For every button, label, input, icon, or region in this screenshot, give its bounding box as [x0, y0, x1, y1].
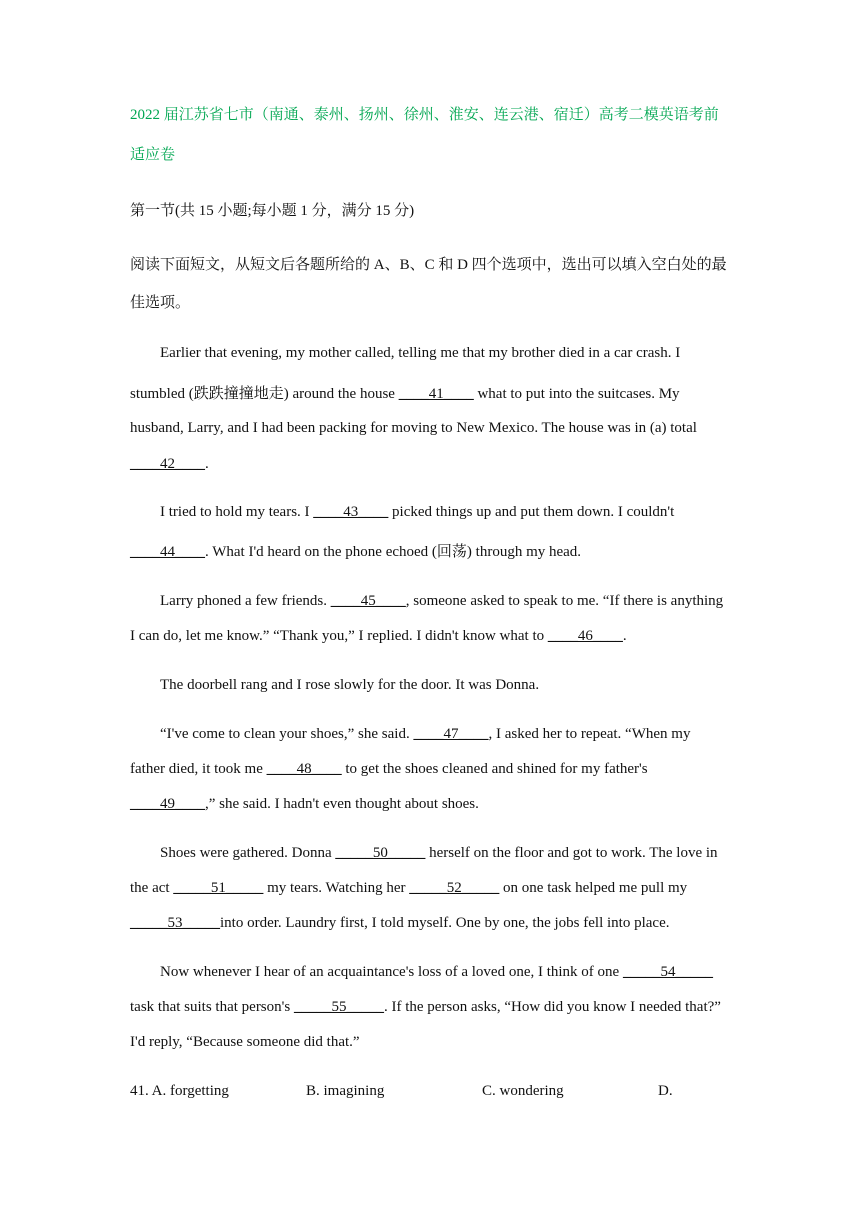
p2-text: . What I'd heard on the phone echoed (回荡) through my head.	[205, 544, 582, 560]
exam-title	[130, 95, 740, 175]
p6-line-1	[160, 845, 770, 862]
p2-line-2	[130, 540, 740, 561]
p2-text: I tried to hold my tears. I	[160, 504, 314, 520]
blank-50: _____50_____	[335, 845, 426, 861]
p2-line-1	[160, 504, 770, 521]
p1-text: stumbled (跌跌撞撞地走) around the house	[130, 386, 399, 402]
p5-text: ,” she said. I hadn't even thought about shoes.	[205, 796, 479, 812]
p3-line-2	[130, 628, 740, 645]
p6-text: Shoes were gathered. Donna	[160, 845, 336, 861]
p1-text: .	[205, 456, 209, 472]
blank-48: ____48____	[266, 761, 342, 777]
blank-55: _____55_____	[293, 999, 384, 1015]
p1-line-3: husband, Larry, and I had been packing for moving to New Mexico. The house was in (a) total	[130, 420, 697, 436]
p5-line-3	[130, 796, 740, 813]
exam-title-line-1: 2022 届江苏省七市（南通、泰州、扬州、徐州、淮安、连云港、宿迁）高考二模英语考前	[130, 107, 719, 123]
p7-line-1	[160, 964, 770, 981]
p7-line-3: I'd reply, “Because someone did that.”	[130, 1034, 360, 1050]
exam-title-line-2: 适应卷	[130, 147, 176, 163]
instruction-line-2: 佳选项。	[130, 295, 191, 311]
p5-text: , I asked her to repeat. “When my	[488, 726, 691, 742]
p5-text: “I've come to clean your shoes,” she said.	[160, 726, 414, 742]
p1-text: what to put into the suitcases. My	[473, 386, 680, 402]
p2-text: picked things up and put them down. I couldn't	[388, 504, 675, 520]
p6-text: on one task helped me pull my	[499, 880, 688, 896]
p5-line-2	[130, 761, 740, 778]
blank-44: ____44____	[130, 544, 205, 560]
p3-text: I can do, let me know.” “Thank you,” I replied. I didn't know what to	[130, 628, 548, 644]
blank-46: ____46____	[547, 628, 623, 644]
p7-text: . If the person asks, “How did you know I needed that?”	[383, 999, 721, 1015]
instruction-line-1: 阅读下面短文，从短文后各题所给的 A、B、C 和 D 四个选项中，选出可以填入空白处的最	[130, 257, 727, 273]
blank-43: ____43____	[313, 504, 389, 520]
p3-text: .	[622, 628, 627, 644]
p5-text: father died, it took me	[130, 761, 267, 777]
option-41-d: D.	[658, 1083, 673, 1099]
blank-53: _____53_____	[130, 915, 220, 931]
blank-42: ____42____	[130, 456, 205, 472]
p1-line-4	[130, 456, 740, 473]
p7-text: task that suits that person's	[130, 999, 294, 1015]
p4-line-1: The doorbell rang and I rose slowly for the door. It was Donna.	[160, 677, 540, 693]
option-41-b: B. imagining	[306, 1083, 385, 1099]
blank-47: ____47____	[413, 726, 489, 742]
p3-text: , someone asked to speak to me. “If there is anything	[405, 593, 724, 609]
p1-line-1: Earlier that evening, my mother called, telling me that my brother died in a car crash. I	[160, 345, 681, 361]
blank-45: ____45____	[330, 593, 406, 609]
option-41-a: 41. A. forgetting	[130, 1083, 229, 1099]
blank-52: _____52_____	[409, 880, 500, 896]
p5-text: to get the shoes cleaned and shined for my father's	[341, 761, 648, 777]
blank-51: _____51_____	[173, 880, 264, 896]
blank-41: ____41____	[398, 386, 474, 402]
p6-text: into order. Laundry first, I told myself. One by one, the jobs fell into place.	[220, 915, 670, 931]
p6-line-3	[130, 915, 740, 932]
blank-54: _____54_____	[622, 964, 713, 980]
p7-line-2	[130, 999, 740, 1016]
p7-text: Now whenever I hear of an acquaintance's loss of a loved one, I think of one	[160, 964, 623, 980]
p3-line-1	[160, 593, 770, 610]
section-heading: 第一节(共 15 小题;每小题 1 分，满分 15 分)	[130, 203, 415, 219]
p1-line-2	[130, 382, 740, 403]
p3-text: Larry phoned a few friends.	[160, 593, 331, 609]
p6-text: herself on the floor and got to work. The love in	[425, 845, 718, 861]
p6-text: my tears. Watching her	[263, 880, 410, 896]
p6-text: the act	[130, 880, 174, 896]
blank-49: ____49____	[130, 796, 205, 812]
p5-line-1	[160, 726, 770, 743]
option-41-c: C. wondering	[482, 1083, 564, 1099]
p6-line-2	[130, 880, 740, 897]
